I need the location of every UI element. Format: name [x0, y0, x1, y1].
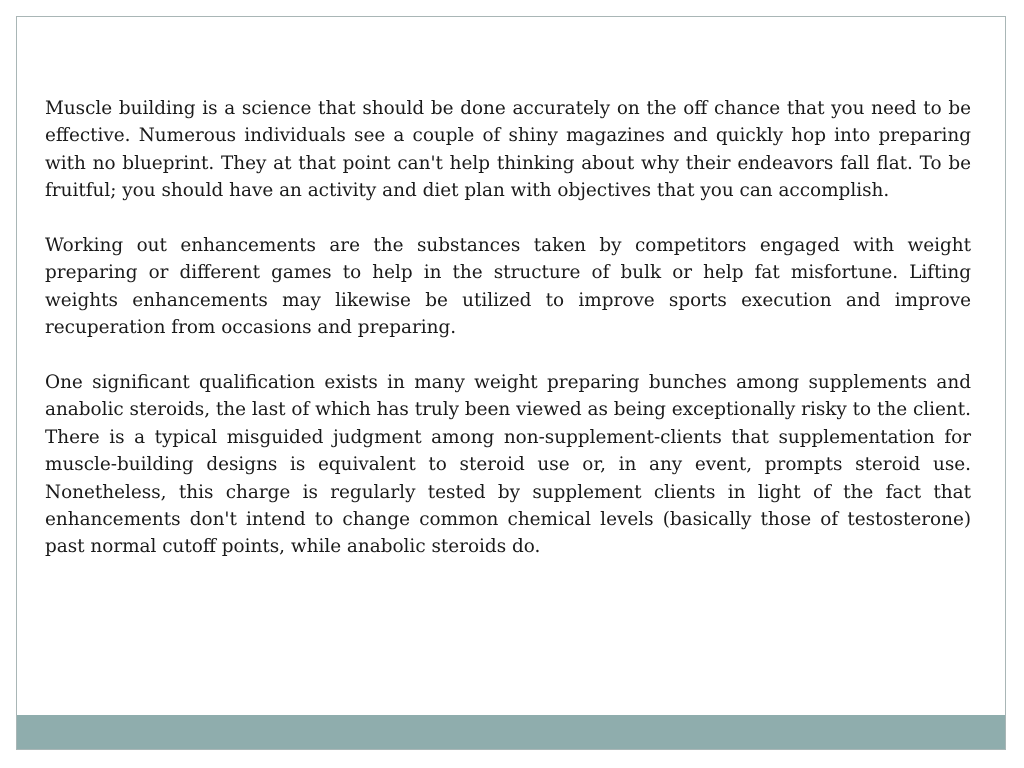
footer-bar	[17, 715, 1005, 749]
slide-frame	[16, 16, 1006, 750]
slide-body	[45, 95, 971, 588]
paragraph-3: One significant qualification exists in many weight preparing bunches among supplements and anabolic steroids, the last of which has truly been viewed as being exceptionally risky to the client. There is a typical misguided judgment among non-supplement-clients that supplementation for muscle-building designs is equivalent to steroid use or, in any event, prompts steroid use. Nonetheless, this charge is regularly tested by supplement clients in light of the fact that enhancements don't intend to change common chemical levels (basically those of testosterone) past normal cutoff points, while anabolic steroids do.	[45, 372, 971, 558]
paragraph-1: Muscle building is a science that should be done accurately on the off chance that you need to be effective. Numerous individuals see a couple of shiny magazines and quickly hop into preparing with no blueprint. They at that point can't help thinking about why their endeavors fall flat. To be fruitful; you should have an activity and diet plan with objectives that you can accomplish.	[45, 98, 971, 202]
paragraph-2: Working out enhancements are the substances taken by competitors engaged with weight preparing or different games to help in the structure of bulk or help fat misfortune. Lifting weights enhancements may likewise be utilized to improve sports execution and improve recuperation from occasions and preparing.	[45, 235, 971, 339]
